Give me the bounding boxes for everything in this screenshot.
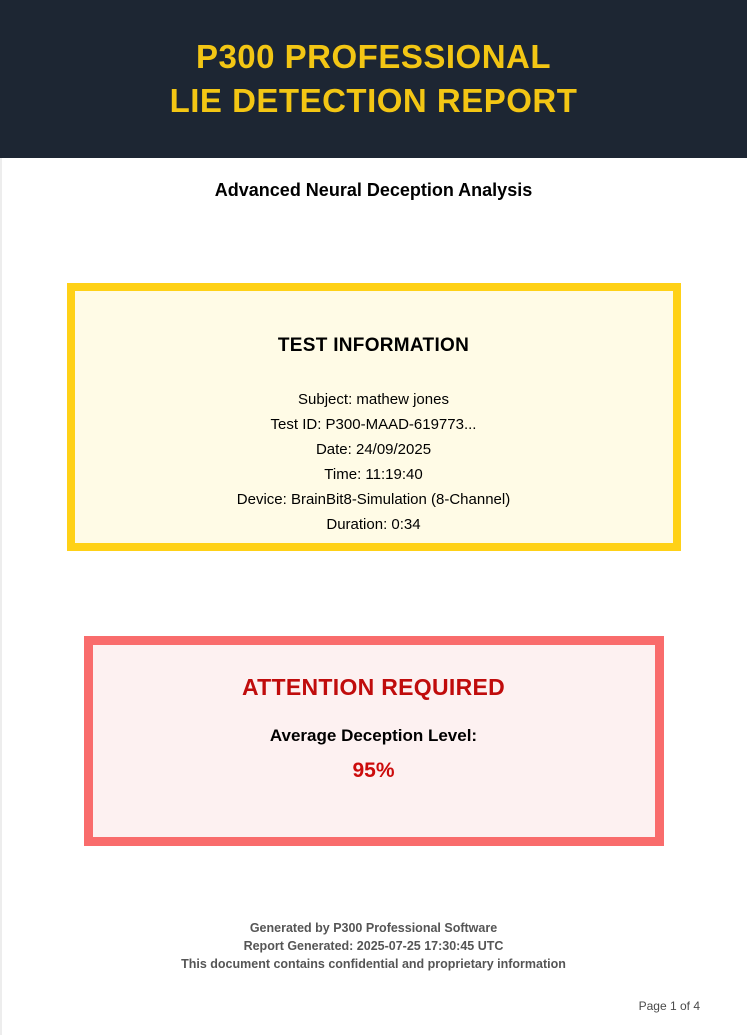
test-info-test-id: Test ID: P300-MAAD-619773... (270, 416, 477, 433)
report-subtitle: Advanced Neural Deception Analysis (214, 180, 533, 200)
deception-level-label: Average Deception Level: (269, 726, 478, 745)
footer-report-generated: Report Generated: 2025-07-25 17:30:45 UTC (243, 939, 504, 953)
test-info-subject: Subject: mathew jones (298, 391, 449, 408)
test-info-time: Time: 11:19:40 (324, 466, 423, 483)
deception-level-value: 95% (352, 759, 395, 782)
attention-required-box (84, 636, 664, 846)
report-header (0, 0, 747, 158)
test-information-heading: TEST INFORMATION (277, 335, 470, 356)
attention-heading: ATTENTION REQUIRED (241, 674, 506, 700)
report-title-line-1: P300 PROFESSIONAL (195, 38, 552, 75)
test-info-duration: Duration: 0:34 (326, 516, 421, 533)
test-information-box (67, 283, 681, 551)
report-title-line-2: LIE DETECTION REPORT (169, 82, 578, 119)
page-left-edge (0, 158, 2, 1035)
footer-confidential-notice: This document contains confidential and proprietary information (181, 957, 566, 971)
test-info-date: Date: 24/09/2025 (315, 441, 432, 458)
report-title (170, 35, 578, 123)
report-footer (0, 919, 747, 973)
page-number: Page 1 of 4 (638, 999, 700, 1013)
test-info-device: Device: BrainBit8-Simulation (8-Channel) (236, 491, 511, 508)
footer-generated-by: Generated by P300 Professional Software (249, 921, 498, 935)
